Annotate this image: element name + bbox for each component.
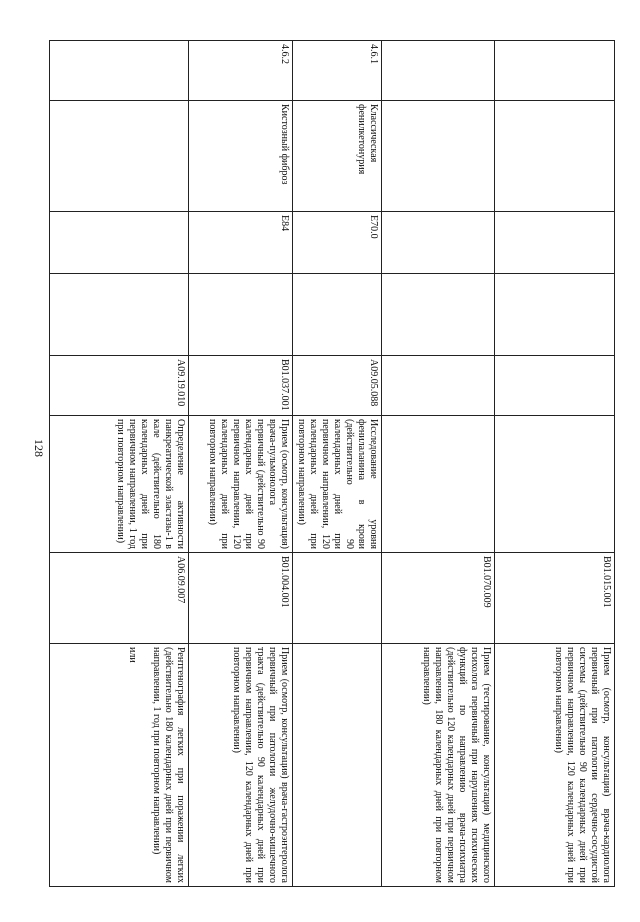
service-code (495, 356, 615, 416)
empty-cell (189, 274, 293, 356)
icd-code (50, 212, 189, 274)
table-row (50, 41, 189, 887)
service-name-2-text: Рентгенография легких при поражении легких (действительно 180 календарных дней при первичном направлении, 1 год при повторном направлении) (151, 647, 186, 883)
service-code: A09.05.088 (293, 356, 382, 416)
service-name: Исследование уровня фенилаланина в крови (действительно 90 календарных дней при первичном направлении, 120 календарных дней при повторном направлении) (293, 416, 382, 553)
service-name: Определение активности панкреатической эластазы-1 в кале (действительно 180 календарных дней при первичном направлении, 1 год при повторном направлении) (50, 416, 189, 553)
icd-code: E84 (189, 212, 293, 274)
rotated-table-container (76, 40, 615, 886)
service-code (382, 356, 495, 416)
disease-name: Кистозный фиброз (189, 101, 293, 212)
service-code: A09.19.010 (50, 356, 189, 416)
service-name-2: Прием (тестирование, консультация) медицинского психолога первичный при нарушениях психических функций по направлению врача-психиатра (действительно 120 календарных дней при первичном направлении, 180 календарных дней при повторном направлении) (382, 644, 495, 887)
disease-name: Классическая фенилкетонурия (293, 101, 382, 212)
empty-cell (50, 274, 189, 356)
services-table (49, 40, 615, 887)
icd-code (495, 212, 615, 274)
disease-name (382, 101, 495, 212)
table-row (495, 41, 615, 887)
empty-cell (293, 274, 382, 356)
service-name-2: Прием (осмотр, консультация) врача-гастроэнтеролога первичный при патологии желудочно-кишечного тракта (действительно 90 календарных дней при первичном направлении, 120 календарных дней при повторном направлении) (189, 644, 293, 887)
icd-code (382, 212, 495, 274)
service-code-2: B01.004.001 (189, 553, 293, 644)
service-name-2 (293, 644, 382, 887)
icd-code: E70.0 (293, 212, 382, 274)
table-row (293, 41, 382, 887)
service-name-2 (50, 644, 189, 887)
row-number: 4.6.2 (189, 41, 293, 101)
alternative-or-label: или (127, 647, 138, 663)
row-number: 4.6.1 (293, 41, 382, 101)
service-name-2: Прием (осмотр, консультация) врача-кардиолога первичный при патологии сердечно-сосудистой системы (действительно 90 календарных дней при первичном направлении, 120 календарных дней при повторном направлении) (495, 644, 615, 887)
service-name: Прием (осмотр, консультация) врача-пульмонолога первичный (действительно 90 календарных дней при первичном направлении, 120 календарных дней при повторном направлении) (189, 416, 293, 553)
empty-cell (382, 274, 495, 356)
row-number (382, 41, 495, 101)
service-code-2 (293, 553, 382, 644)
service-name (495, 416, 615, 553)
service-code-2: B01.015.001 (495, 553, 615, 644)
disease-name (495, 101, 615, 212)
service-name (382, 416, 495, 553)
empty-cell (495, 274, 615, 356)
disease-name (50, 101, 189, 212)
row-number (50, 41, 189, 101)
page-number: 128 (32, 439, 46, 457)
row-number (495, 41, 615, 101)
service-code: B01.037.001 (189, 356, 293, 416)
table-row (382, 41, 495, 887)
service-code-2: B01.070.009 (382, 553, 495, 644)
service-code-2: A06.09.007 (50, 553, 189, 644)
table-row (189, 41, 293, 887)
